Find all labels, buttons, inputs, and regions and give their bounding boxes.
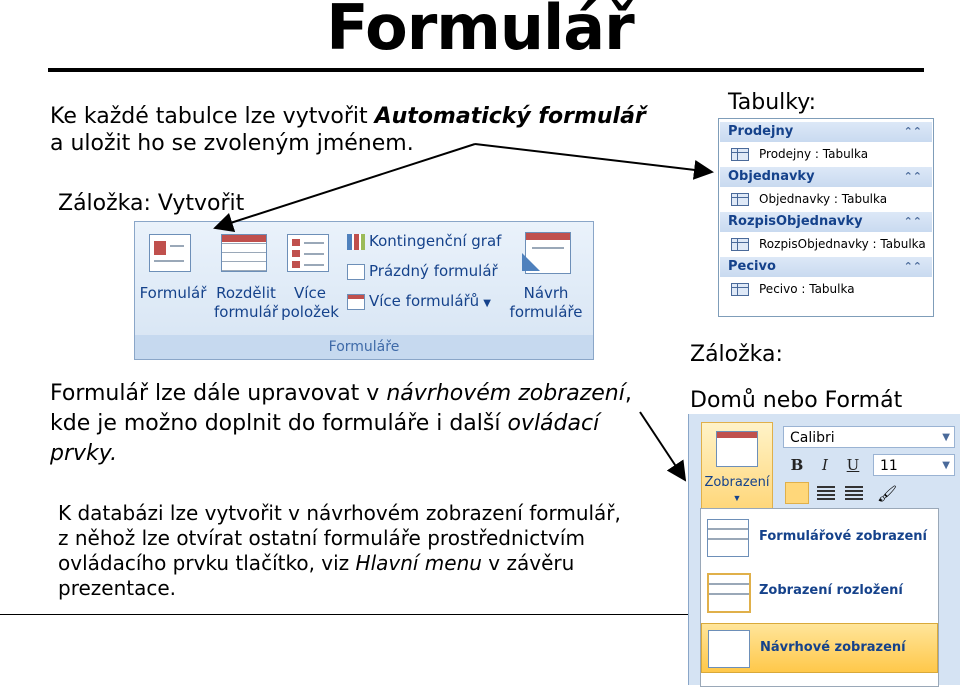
bold-button[interactable]: B: [790, 456, 804, 474]
menu-item-design-view[interactable]: Návrhové zobrazení: [701, 623, 938, 673]
table-group-header[interactable]: Pecivo ⌃⌃: [720, 257, 932, 277]
intro-emphasis: Automatický formulář: [374, 104, 646, 129]
more-forms-label: Více formulářů: [369, 292, 480, 310]
dropdown-arrow-icon: ▼: [483, 298, 491, 309]
table-item[interactable]: Pecivo : Tabulka: [731, 281, 855, 297]
database-line-2: z něhož lze otvírat ostatní formuláře prostřednictvím: [58, 526, 585, 550]
view-button-label: Zobrazení: [704, 475, 770, 490]
arrow-to-view-button: [640, 412, 685, 480]
tab-label-create: Záložka: Vytvořit: [58, 191, 245, 216]
font-size-combo[interactable]: 11 ▼: [873, 454, 955, 476]
collapse-icon: ⌃⌃: [903, 260, 922, 273]
database-line-3: ovládacího prvku tlačítko, viz Hlavní menu v závěru: [58, 551, 575, 575]
design-line-3: prvky.: [50, 441, 118, 466]
split-form-label-1: Rozdělit: [216, 284, 276, 302]
tab-label-home: Záložka:: [690, 342, 783, 367]
format-painter-icon[interactable]: 🖌: [877, 486, 898, 503]
main-menu-reference: Hlavní menu: [355, 551, 482, 575]
collapse-icon: ⌃⌃: [903, 170, 922, 183]
multiple-items-label-1: Více: [294, 284, 326, 302]
pivot-chart-label: Kontingenční graf: [369, 232, 502, 250]
table-item[interactable]: Objednavky : Tabulka: [731, 191, 887, 207]
design-line-2: kde je možno doplnit do formuláře i další ovládací: [50, 411, 600, 436]
underline-button[interactable]: U: [846, 456, 860, 474]
font-name-combo[interactable]: Calibri ▼: [783, 426, 955, 448]
arrow-to-tables: [475, 144, 712, 172]
arrow-to-ribbon: [215, 144, 475, 228]
table-group-header[interactable]: Prodejny ⌃⌃: [720, 122, 932, 142]
slide-title: Formulář: [326, 0, 634, 64]
tab-label-home-format: Domů nebo Formát: [690, 388, 903, 413]
table-group-header[interactable]: Objednavky ⌃⌃: [720, 167, 932, 187]
collapse-icon: ⌃⌃: [903, 125, 922, 138]
dropdown-arrow-icon: ▼: [942, 460, 950, 471]
italic-button[interactable]: I: [822, 456, 828, 474]
menu-item-layout-view[interactable]: Zobrazení rozložení: [701, 567, 938, 617]
dropdown-arrow-icon: ▼: [732, 493, 742, 503]
design-emphasis: návrhovém zobrazení: [386, 381, 625, 406]
table-item[interactable]: RozpisObjednavky : Tabulka: [731, 236, 926, 252]
form-design-label-1: Návrh: [523, 284, 569, 302]
table-group-header[interactable]: RozpisObjednavky ⌃⌃: [720, 212, 932, 232]
ribbon-group-label: Formuláře: [135, 335, 593, 359]
blank-form-label: Prázdný formulář: [369, 262, 498, 280]
database-line-1: K databázi lze vytvořit v návrhovém zobrazení formulář,: [58, 501, 621, 525]
dropdown-arrow-icon: ▼: [942, 432, 950, 443]
tables-caption: Tabulky:: [728, 90, 817, 115]
design-line-1: Formulář lze dále upravovat v návrhovém zobrazení,: [50, 381, 632, 406]
form-button[interactable]: Formulář: [139, 284, 207, 302]
intro-line-2: a uložit ho se zvoleným jménem.: [50, 131, 414, 156]
form-design-label-2: formuláře: [509, 303, 583, 321]
menu-item-form-view[interactable]: Formulářové zobrazení: [701, 513, 938, 563]
multiple-items-label-2: položek: [281, 303, 339, 321]
database-line-4: prezentace.: [58, 576, 177, 600]
intro-text: Ke každé tabulce lze vytvořit: [50, 104, 375, 129]
split-form-label-2: formulář: [213, 303, 278, 321]
collapse-icon: ⌃⌃: [903, 215, 922, 228]
table-item[interactable]: Prodejny : Tabulka: [731, 146, 868, 162]
